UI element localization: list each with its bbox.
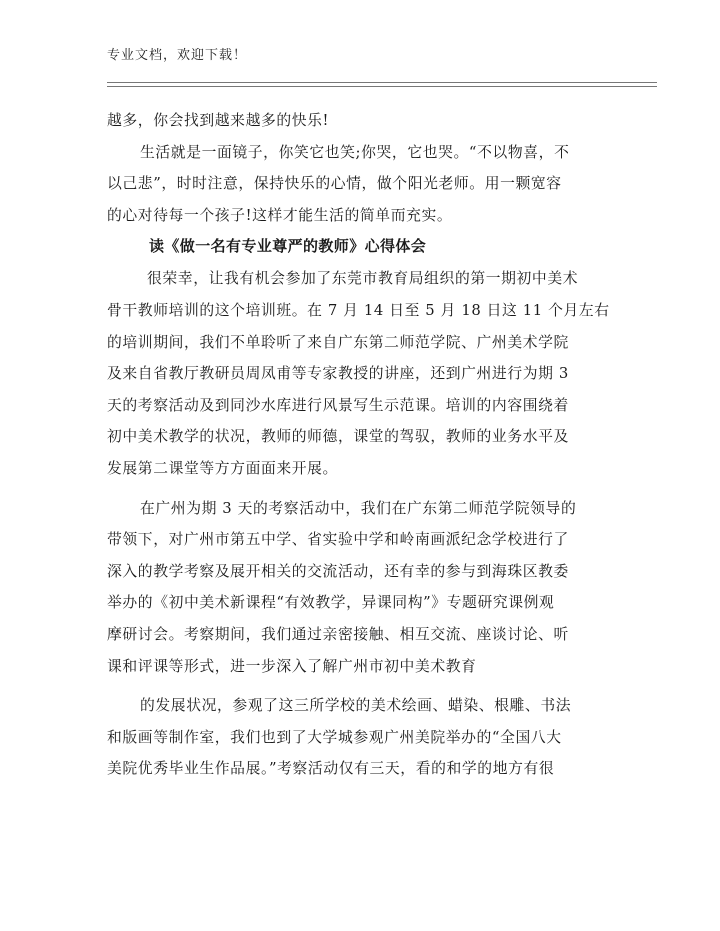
paragraph-line: 及来自省教厅教研员周凤甫等专家教授的讲座，还到广州进行为期 3	[107, 365, 569, 383]
paragraph-line: 的发展状况，参观了这三所学校的美术绘画、蜡染、根雕、书法	[140, 697, 572, 715]
paragraph-line: 课和评课等形式，进一步深入了解广州市初中美术教育	[107, 657, 477, 675]
paragraph-line: 的心对待每一个孩子!这样才能生活的简单而充实。	[107, 206, 453, 224]
document-header: 专业文档，欢迎下载！	[107, 48, 248, 63]
paragraph-line: 越多，你会找到越来越多的快乐!	[107, 112, 330, 129]
paragraph-line: 发展第二课堂等方方面面来开展。	[107, 459, 338, 477]
header-divider-top	[107, 82, 657, 83]
paragraph-line: 和版画等制作室，我们也到了大学城参观广州美院举办的“全国八大	[107, 728, 562, 746]
document-body	[107, 105, 612, 785]
paragraph-line: 带领下，对广州市第五中学、省实验中学和岭南画派纪念学校进行了	[107, 531, 569, 549]
paragraph-line: 以己悲”，时时注意，保持快乐的心情，做个阳光老师。用一颗宽容	[107, 175, 562, 193]
paragraph-line: 在广州为期 3 天的考察活动中，我们在广东第二师范学院领导的	[140, 499, 577, 517]
paragraph-line: 很荣幸，让我有机会参加了东莞市教育局组织的第一期初中美术	[147, 270, 579, 288]
paragraph-line: 生活就是一面镜子，你笑它也笑;你哭，它也哭。“不以物喜，不	[140, 143, 570, 161]
header-divider-bottom	[107, 86, 657, 87]
paragraph-line: 举办的《初中美术新课程“有效教学，异课同构”》专题研究课例观	[107, 594, 555, 612]
section-title: 读《做一名有专业尊严的教师》心得体会	[149, 237, 427, 256]
paragraph-line: 摩研讨会。考察期间，我们通过亲密接触、相互交流、座谈讨论、听	[107, 625, 569, 643]
paragraph-gap	[107, 682, 612, 690]
paragraph-gap	[107, 485, 612, 493]
paragraph-line: 骨干教师培训的这个培训班。在 7 月 14 日至 5 月 18 日这 11 个月左右	[107, 301, 610, 319]
paragraph-line: 美院优秀毕业生作品展。”考察活动仅有三天，看的和学的地方有很	[107, 760, 555, 778]
paragraph-line: 初中美术教学的状况，教师的师德，课堂的驾驭，教师的业务水平及	[107, 428, 569, 446]
paragraph-line: 的培训期间，我们不单聆听了来自广东第二师范学院、广州美术学院	[107, 333, 569, 351]
paragraph-line: 天的考察活动及到同沙水库进行风景写生示范课。培训的内容围绕着	[107, 396, 569, 414]
paragraph-line: 深入的教学考察及展开相关的交流活动，还有幸的参与到海珠区教委	[107, 562, 569, 580]
